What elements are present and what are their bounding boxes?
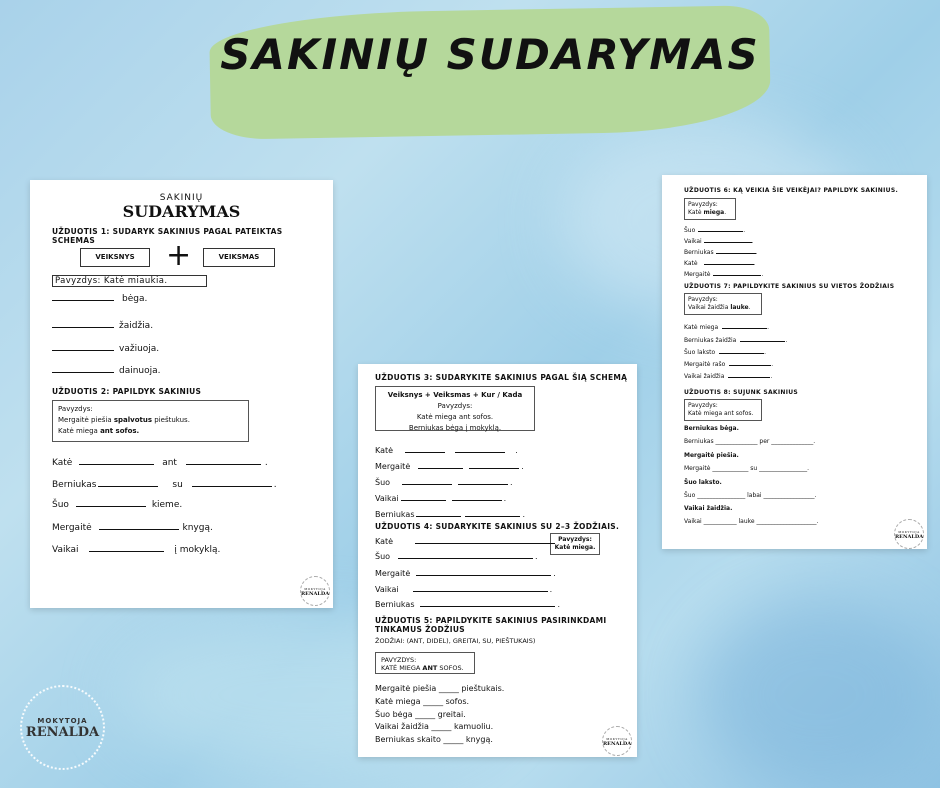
action-row: Šuo .	[684, 227, 746, 234]
plus-sign: +	[166, 238, 192, 273]
worksheet-page-3	[662, 175, 927, 549]
place-row: Katė miega .	[684, 324, 770, 331]
verb-row: važiuoja.	[52, 342, 159, 354]
fill-row: Šuo kieme.	[52, 500, 183, 510]
action-row: Katė .	[684, 260, 756, 267]
scheme-box-subject: VEIKSNYS	[80, 248, 150, 267]
short-sentence-row: Katė	[375, 535, 555, 546]
scheme-row: Šuo .	[375, 478, 513, 487]
short-sentence-row: Šuo .	[375, 552, 538, 561]
join-line: Mergaitė ____________ su ________________.	[684, 465, 809, 472]
schema-box: Veiksnys + Veiksmas + Kur / Kada Pavyzdys: Katė miega ant sofos. Berniukas bėga į mokyklą.	[375, 386, 535, 431]
short-sentence-row: Vaikai .	[375, 585, 553, 594]
verb-row: žaidžia.	[52, 319, 153, 331]
sheet-title-small: SAKINIŲ	[159, 193, 204, 203]
word-bank: ŽODŽIAI: (ANT, DIDEL), GREITAI, SU, PIEŠTUKAIS)	[375, 637, 536, 645]
action-row: Mergaitė .	[684, 271, 764, 278]
page-title: SAKINIŲ SUDARYMAS	[220, 30, 760, 79]
place-row: Mergaitė rašo .	[684, 361, 774, 368]
join-head: Berniukas bėga.	[684, 425, 739, 432]
example-box-8: Pavyzdys: Katė miega ant sofos.	[684, 399, 762, 421]
choice-sentence: Mergaitė piešia _____ pieštukais.	[375, 684, 505, 693]
example-box-2: Pavyzdys: Mergaitė piešia spalvotus pieštukus. Katė miega ant sofos.	[52, 400, 249, 442]
task-4-heading: UŽDUOTIS 4: SUDARYKITE SAKINIUS SU 2–3 ŽODŽIAIS.	[375, 522, 620, 531]
action-row: Vaikai .	[684, 238, 754, 245]
worksheet-page-2	[358, 364, 637, 757]
action-row: Berniukas .	[684, 249, 758, 256]
example-box-4: Pavyzdys: Katė miega.	[550, 533, 600, 555]
fill-row: Berniukas su .	[52, 480, 277, 490]
task-7-heading: UŽDUOTIS 7: PAPILDYKITE SAKINIUS SU VIETOS ŽODŽIAIS	[684, 283, 895, 290]
verb-row: dainuoja.	[52, 364, 161, 376]
short-sentence-row: Berniukas .	[375, 600, 561, 609]
task-5-heading: UŽDUOTIS 5: PAPILDYKITE SAKINIUS PASIRINKDAMI TINKAMUS ŽODŽIUS	[375, 616, 607, 634]
join-line: Vaikai ___________ lauke ____________________.	[684, 518, 819, 525]
brand-logo: MOKYTOJA RENALDA	[20, 685, 105, 770]
example-box-6: Pavyzdys: Katė miega.	[684, 198, 736, 220]
sheet-title: SUDARYMAS	[122, 202, 241, 221]
scheme-box-verb: VEIKSMAS	[203, 248, 275, 267]
join-line: Šuo ________________ labai _________________.	[684, 492, 817, 499]
place-row: Berniukas žaidžia .	[684, 337, 788, 344]
choice-sentence: Vaikai žaidžia _____ kamuoliu.	[375, 722, 494, 731]
join-head: Vaikai žaidžia.	[684, 505, 733, 512]
join-line: Berniukas ______________ per ______________.	[684, 438, 816, 445]
task-2-heading: UŽDUOTIS 2: PAPILDYK SAKINIUS	[52, 387, 202, 396]
task-3-heading: UŽDUOTIS 3: SUDARYKITE SAKINIUS PAGAL ŠIĄ SCHEMĄ	[375, 373, 628, 382]
short-sentence-row: Mergaitė .	[375, 569, 556, 578]
example-box-7: Pavyzdys: Vaikai žaidžia lauke.	[684, 293, 762, 315]
fill-row: Katė ant .	[52, 458, 268, 468]
task-1-heading: UŽDUOTIS 1: SUDARYK SAKINIUS PAGAL PATEIKTAS SCHEMAS	[52, 227, 283, 245]
scheme-row: Vaikai .	[375, 494, 507, 503]
choice-sentence: Katė miega _____ sofos.	[375, 697, 470, 706]
scheme-row: Katė .	[375, 446, 518, 455]
place-row: Šuo laksto .	[684, 349, 767, 356]
fill-row: Vaikai į mokyklą.	[52, 545, 221, 555]
example-box-5: PAVYZDYS: KATĖ MIEGA ANT SOFOS.	[375, 652, 475, 674]
join-head: Mergaitė piešia.	[684, 452, 739, 459]
scheme-row: Berniukas .	[375, 510, 526, 519]
choice-sentence: Šuo bėga _____ greitai.	[375, 710, 466, 719]
verb-row: bėga.	[52, 292, 147, 304]
background-blot	[700, 600, 940, 788]
place-row: Vaikai žaidžia .	[684, 373, 773, 380]
teacher-logo: MOKYTOJA RENALDA	[894, 519, 924, 549]
task-6-heading: UŽDUOTIS 6: KĄ VEIKIA ŠIE VEIKĖJAI? PAPILDYK SAKINIUS.	[684, 187, 899, 194]
choice-sentence: Berniukas skaito _____ knygą.	[375, 735, 493, 744]
join-head: Šuo laksto.	[684, 479, 722, 486]
teacher-logo: MOKYTOJA RENALDA	[602, 726, 632, 756]
scheme-row: Mergaitė .	[375, 462, 524, 471]
example-box: Pavyzdys: Katė miaukia.	[52, 275, 207, 287]
worksheet-page-1	[30, 180, 333, 608]
task-8-heading: UŽDUOTIS 8: SUJUNK SAKINIUS	[684, 389, 799, 396]
teacher-logo: MOKYTOJA RENALDA	[300, 576, 330, 606]
fill-row: Mergaitė knygą.	[52, 523, 213, 533]
